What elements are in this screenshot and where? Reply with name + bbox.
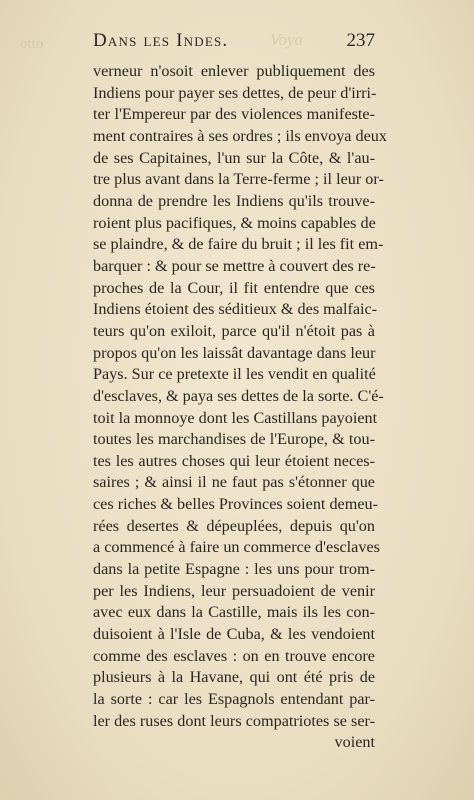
text-line: de ses Capitaines, l'un sur la Côte, & l'au- xyxy=(93,148,375,167)
text-line: dans la petite Espagne : les uns pour trom- xyxy=(93,560,375,579)
text-line: ter l'Empereur par des violences manifeste- xyxy=(93,105,375,124)
running-title: Dans les Indes. xyxy=(93,30,229,51)
text-line: ces riches & belles Provinces soient demeu- xyxy=(93,495,378,514)
show-through-text: Voya xyxy=(270,30,304,49)
text-line: proches de la Cour, il fit entendre que ces xyxy=(93,278,375,297)
page-header xyxy=(93,30,375,52)
text-line: per les Indiens, leur persuadoient de venir xyxy=(93,581,375,600)
text-line: verneur n'osoit enlever publiquement des xyxy=(93,62,375,80)
text-line: tes les autres choses qui leur étoient neces- xyxy=(93,451,375,470)
text-line: tre plus avant dans la Terre-ferme ; il leur or- xyxy=(93,170,384,189)
catchword: voient xyxy=(334,733,375,752)
text-line: propos qu'on les laissât davantage dans leur xyxy=(93,343,376,362)
text-line: teurs qu'on exiloit, parce qu'il n'étoit pas à xyxy=(93,321,375,340)
text-line: duisoient à l'Isle de Cuba, & les vendoient xyxy=(93,625,375,644)
text-line: donna de prendre les Indiens qu'ils trouve- xyxy=(93,191,375,210)
text-line: roient plus pacifiques, & moins capables de xyxy=(93,213,376,232)
text-line: toutes les marchandises de l'Europe, & tou- xyxy=(93,430,375,449)
text-line: rées desertes & dépeuplées, depuis qu'on xyxy=(93,516,375,535)
text-line: ment contraires à ses ordres ; ils envoya deux xyxy=(93,126,387,145)
text-line: a commencé à faire un commerce d'esclaves xyxy=(93,538,380,557)
text-line: Indiens étoient des séditieux & des malfaic- xyxy=(93,300,378,319)
text-line: ler des ruses dont leurs compatriotes se ser- xyxy=(93,711,375,730)
show-through-text: otto xyxy=(20,36,44,52)
body-text xyxy=(93,61,387,754)
text-line: Pays. Sur ce pretexte il les vendit en qualité xyxy=(93,365,376,384)
text-line: saires ; & ainsi il ne faut pas s'étonner que xyxy=(93,473,375,492)
text-line: Indiens pour payer ses dettes, de peur d'irri- xyxy=(93,83,377,102)
text-line: avec eux dans la Castille, mais ils les con- xyxy=(93,603,375,622)
page-number: 237 xyxy=(346,30,375,51)
text-line: barquer : & pour se mettre à couvert des re- xyxy=(93,256,376,275)
text-line: d'esclaves, & paya ses dettes de la sorte. C'é- xyxy=(93,386,384,405)
text-line: toit la monnoye dont les Castillans payoient xyxy=(93,408,378,427)
text-line: comme des esclaves : on en trouve encore xyxy=(93,646,375,665)
text-line: la sorte : car les Espagnols entendant par- xyxy=(93,690,375,709)
text-line: se plaindre, & de faire du bruit ; il les fit em- xyxy=(93,235,384,254)
text-line: plusieurs à la Havane, qui ont été pris de xyxy=(93,668,375,687)
